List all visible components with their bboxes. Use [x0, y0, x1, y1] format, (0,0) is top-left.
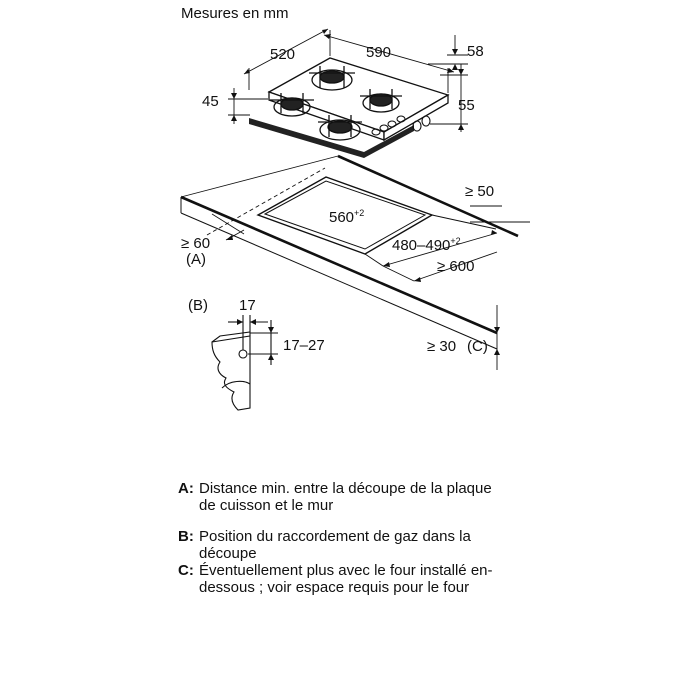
- note-text: Distance min. entre la découpe de la plaque de cuisson et le mur: [199, 480, 492, 514]
- note-c: [178, 562, 508, 596]
- dim-depth: 520: [270, 46, 296, 63]
- dim-side-gap: 55: [458, 97, 475, 114]
- cooktop: [249, 58, 448, 158]
- label-a: (A): [186, 251, 206, 268]
- dim-conn-offset: 17: [239, 297, 256, 314]
- note-text: Éventuellement plus avec le four installé en-dessous ; voir espace requis pour le four: [199, 562, 493, 596]
- dim-cutout-width: $560^{+2}$: [329, 208, 365, 226]
- dim-top-edge: 58: [467, 43, 484, 60]
- dim-conn-height: 17–27: [283, 337, 325, 354]
- gas-connection-detail: [212, 315, 278, 410]
- label-b: (B): [188, 297, 208, 314]
- dim-height: 45: [202, 93, 219, 110]
- note-text: Position du raccordement de gaz dans la découpe: [199, 528, 471, 562]
- legend-notes: [178, 480, 508, 610]
- units-title: Mesures en mm: [181, 5, 289, 22]
- dim-below-min: ≥ 30: [427, 338, 457, 355]
- dim-front-min: ≥ 600: [437, 258, 475, 275]
- dim-back-min: ≥ 50: [465, 183, 495, 200]
- dim-width: 590: [366, 44, 392, 61]
- note-key: B:: [178, 528, 194, 545]
- label-c: (C): [467, 338, 488, 355]
- note-key: A:: [178, 480, 194, 497]
- note-b: [178, 528, 508, 562]
- note-a: [178, 480, 508, 514]
- note-key: C:: [178, 562, 194, 579]
- dim-cutout-depth: $480-490^{+2}$: [392, 236, 461, 254]
- dim-wall-min: ≥ 60: [181, 235, 211, 252]
